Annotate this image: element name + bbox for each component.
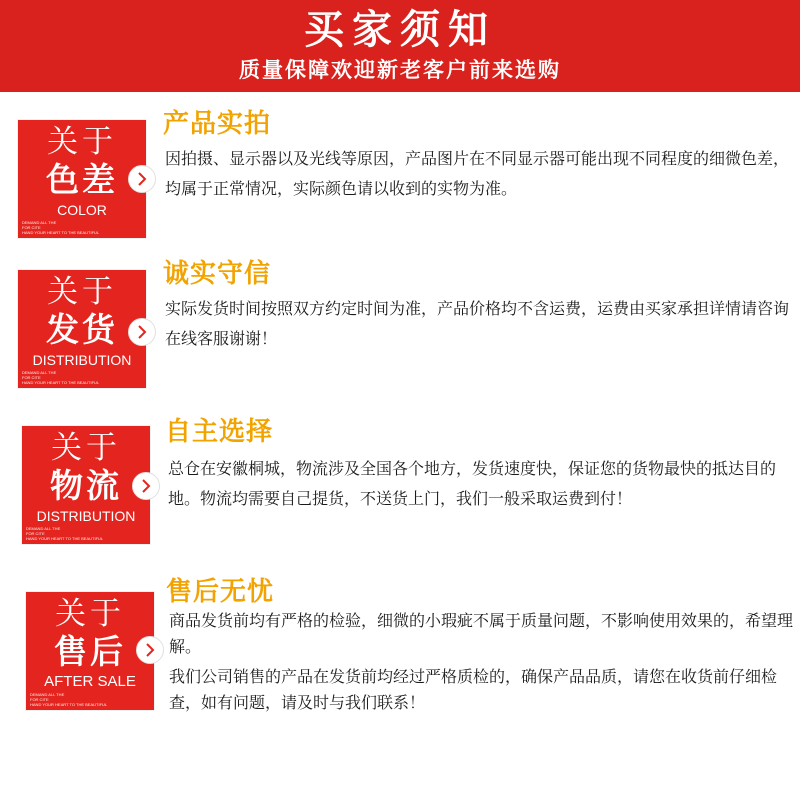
section-paragraph: 实际发货时间按照双方约定时间为准，产品价格均不含运费，运费由买家承担详情请咨询在线客服谢谢！ [165, 299, 790, 348]
page-subtitle: 质量保障欢迎新老客户前来选购 [239, 58, 561, 82]
header-banner [0, 0, 800, 92]
section-title: 自主选择 [165, 417, 274, 447]
chevron-right-icon [128, 318, 156, 346]
section-title: 产品实拍 [163, 109, 272, 139]
card-topic-label: 色差 [46, 160, 118, 199]
card-topic-label: 发货 [46, 310, 118, 349]
card-small-print: DEMAND ALL THE FOR CITE HAND YOUR HEART TO THE BEAUTIFUL [22, 220, 100, 235]
section-paragraph: 我们公司销售的产品在发货前均经过严格质检的，确保产品品质，请您在收货前仔细检查，如有问题，请及时与我们联系！ [169, 667, 778, 712]
page-title: 买家须知 [304, 7, 496, 53]
section-body [165, 144, 795, 204]
card-logistics [22, 426, 150, 544]
card-about-label: 关于 [47, 124, 117, 160]
card-english-label: DISTRIBUTION [32, 352, 132, 368]
section-body [169, 608, 799, 716]
section-paragraph: 商品发货前均有严格的检验，细微的小瑕疵不属于质量问题，不影响使用效果的，希望理解。 [169, 611, 794, 656]
section-title: 售后无忧 [166, 577, 275, 607]
card-small-print: DEMAND ALL THE FOR CITE HAND YOUR HEART TO THE BEAUTIFUL [30, 692, 108, 707]
card-color [18, 120, 146, 238]
card-about-label: 关于 [51, 430, 121, 466]
chevron-right-icon [132, 472, 160, 500]
card-small-print: DEMAND ALL THE FOR CITE HAND YOUR HEART TO THE BEAUTIFUL [22, 370, 100, 385]
section-body [165, 294, 795, 354]
card-small-print: DEMAND ALL THE FOR CITE HAND YOUR HEART TO THE BEAUTIFUL [26, 526, 104, 541]
section-paragraph: 总仓在安徽桐城，物流涉及全国各个地方，发货速度快，保证您的货物最快的抵达目的地。物流均需要自己提货，不送货上门，我们一般采取运费到付！ [168, 459, 777, 508]
card-after-sale [26, 592, 154, 710]
card-topic-label: 售后 [54, 632, 126, 671]
card-english-label: DISTRIBUTION [36, 508, 136, 524]
card-topic-label: 物流 [50, 466, 122, 505]
card-english-label: AFTER SALE [44, 673, 136, 690]
card-about-label: 关于 [55, 596, 125, 632]
section-body [168, 454, 798, 514]
card-english-label: COLOR [57, 202, 107, 218]
section-paragraph: 因拍摄、显示器以及光线等原因，产品图片在不同显示器可能出现不同程度的细微色差，均属于正常情况，实际颜色请以收到的实物为准。 [165, 149, 790, 198]
card-about-label: 关于 [47, 274, 117, 310]
chevron-right-icon [128, 165, 156, 193]
section-title: 诚实守信 [163, 259, 272, 289]
card-shipping [18, 270, 146, 388]
chevron-right-icon [136, 636, 164, 664]
